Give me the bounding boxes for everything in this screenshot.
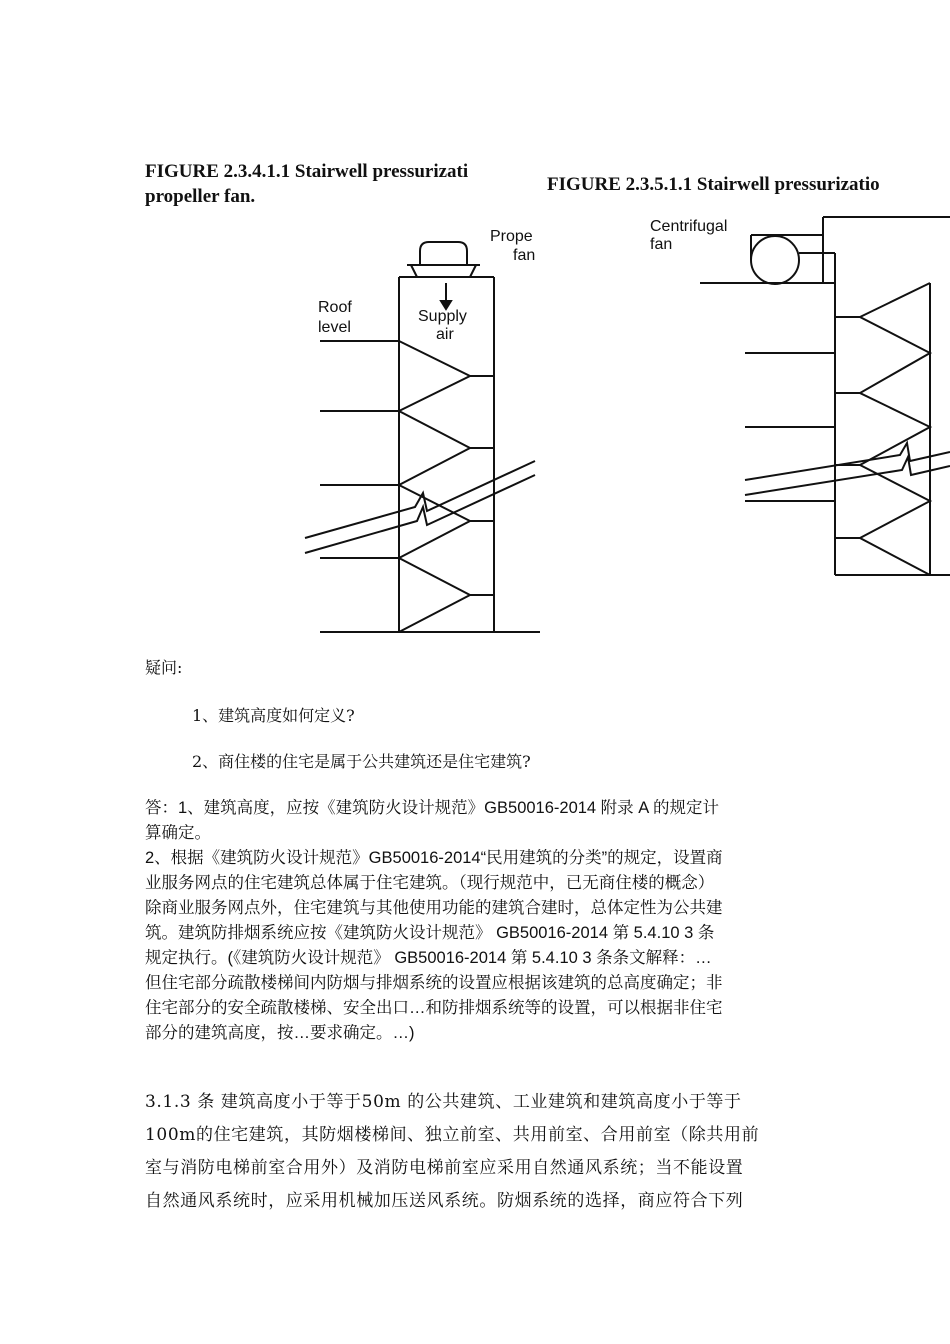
figure-left-caption-line2: propeller fan.	[145, 186, 256, 207]
answer-line: 筑。建筑防排烟系统应按《建筑防火设计规范》 GB50016-2014 第 5.4.10 3 条	[145, 924, 715, 942]
clause-line: 室与消防电梯前室合用外）及消防电梯前室应采用自然通风系统；当不能设置	[145, 1158, 744, 1178]
answer-line: 2、根据《建筑防火设计规范》GB50016-2014“民用建筑的分类”的规定，设置商	[145, 849, 723, 867]
question-1: 1、建筑高度如何定义?	[192, 706, 355, 725]
stairwell-centrifugal-diagram	[545, 165, 950, 595]
label-centrifugal-fan-2: fan	[650, 236, 673, 253]
answer-line: 答：1、建筑高度，应按《建筑防火设计规范》GB50016-2014 附录 A 的规定计	[145, 799, 719, 817]
figure-right-caption: FIGURE 2.3.5.1.1 Stairwell pressurizatio	[547, 174, 880, 195]
answer-line: 算确定。	[145, 824, 211, 842]
figure-left-caption-line1: FIGURE 2.3.4.1.1 Stairwell pressurizati	[145, 161, 469, 182]
label-roof-level-1: Roof	[318, 299, 352, 316]
answer-line: 业服务网点的住宅建筑总体属于住宅建筑。（现行规范中，已无商住楼的概念）	[145, 874, 715, 892]
label-propeller-fan-2: fan	[513, 247, 536, 264]
figure-left	[140, 155, 540, 645]
figure-right	[545, 165, 950, 595]
answer-line: 规定执行。(《建筑防火设计规范》 GB50016-2014 第 5.4.10 3 条条文解释：…	[145, 949, 712, 967]
label-propeller-fan-1: Prope	[490, 228, 533, 245]
clause-paragraph	[145, 1086, 845, 1218]
stairwell-propeller-diagram	[140, 155, 540, 645]
answer-block	[145, 796, 825, 1046]
label-supply-air-1: Supply	[418, 308, 467, 325]
answer-line: 除商业服务网点外，住宅建筑与其他使用功能的建筑合建时，总体定性为公共建	[145, 899, 723, 917]
questions-heading: 疑问:	[145, 658, 183, 677]
label-supply-air-2: air	[436, 326, 454, 343]
clause-line: 3.1.3 条 建筑高度小于等于50m 的公共建筑、工业建筑和建筑高度小于等于	[145, 1092, 742, 1112]
clause-line: 自然通风系统时，应采用机械加压送风系统。防烟系统的选择，商应符合下列	[145, 1191, 744, 1211]
question-2: 2、商住楼的住宅是属于公共建筑还是住宅建筑?	[192, 752, 531, 771]
label-roof-level-2: level	[318, 319, 351, 336]
label-centrifugal-fan-1: Centrifugal	[650, 218, 728, 235]
answer-line: 部分的建筑高度，按…要求确定。…)	[145, 1024, 415, 1042]
answer-line: 但住宅部分疏散楼梯间内防烟与排烟系统的设置应根据该建筑的总高度确定；非	[145, 974, 723, 992]
answer-line: 住宅部分的安全疏散楼梯、安全出口…和防排烟系统等的设置，可以根据非住宅	[145, 999, 723, 1017]
clause-line: 100m的住宅建筑，其防烟楼梯间、独立前室、共用前室、合用前室（除共用前	[145, 1125, 760, 1145]
